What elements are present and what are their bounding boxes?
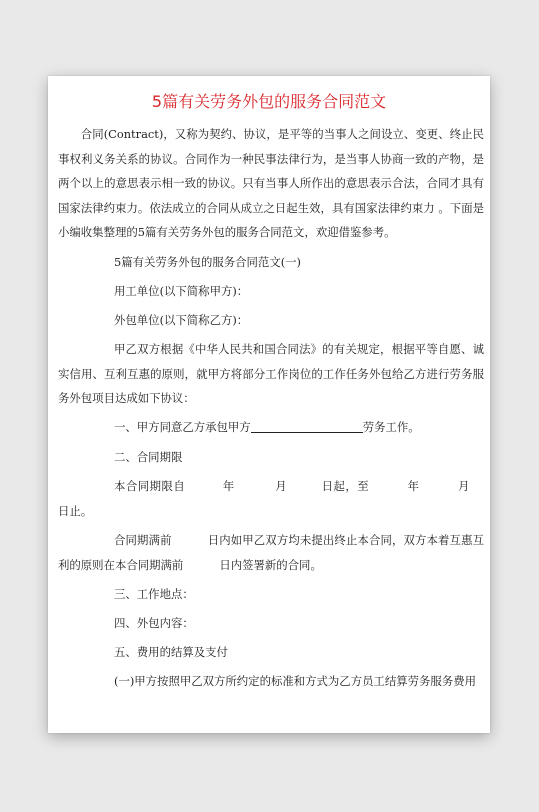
- clause-3-heading: 三、工作地点：: [114, 587, 194, 601]
- term-lead: 本合同期限自: [114, 479, 186, 493]
- term-paragraph: [58, 474, 484, 523]
- clause-4-heading: 四、外包内容：: [114, 616, 194, 630]
- clause-1-suffix: 劳务工作。: [362, 420, 420, 434]
- renewal-part-2: 日内如甲乙双方均未提出终止本合同，双方本着互惠互利的原则在本合同期满前: [58, 533, 484, 572]
- party-a-line: 用工单位(以下简称甲方)：: [114, 283, 249, 298]
- party-b-line: 外包单位(以下简称乙方)：: [114, 312, 249, 327]
- renewal-part-1: 合同期满前: [114, 533, 172, 547]
- term-day-from: 日起，至: [321, 479, 370, 493]
- term-year-1: 年: [222, 479, 235, 493]
- clause-1: [58, 415, 484, 440]
- term-day-end: 日止。: [58, 503, 93, 518]
- renewal-part-3: 日内签署新的合同。: [219, 557, 322, 572]
- clause-1-text: 一、甲方同意乙方承包甲方: [114, 420, 251, 434]
- clause-5-item-1: (一)甲方按照甲乙双方所约定的标准和方式为乙方员工结算劳务服务费用: [114, 674, 476, 688]
- document-page: [48, 76, 490, 733]
- preamble-paragraph: 甲乙双方根据《中华人民共和国合同法》的有关规定，根据平等自愿、诚实信用、互利互惠的原则，就甲方将部分工作岗位的工作任务外包给乙方进行劳务服务外包项目达成如下协议：: [58, 342, 484, 405]
- document-body: [58, 122, 484, 694]
- term-month-2: 月: [457, 479, 470, 493]
- term-month-1: 月: [274, 479, 288, 493]
- clause-2-heading: 二、合同期限: [114, 449, 183, 464]
- section-heading: 5篇有关劳务外包的服务合同范文(一): [114, 254, 301, 269]
- clause-5-heading: 五、费用的结算及支付: [114, 645, 228, 659]
- document-title: 5篇有关劳务外包的服务合同范文: [151, 92, 387, 111]
- renewal-paragraph: [58, 528, 484, 577]
- intro-paragraph: 合同(Contract)，又称为契约、协议，是平等的当事人之间设立、变更、终止民事权利义务关系的协议。合同作为一种民事法律行为，是当事人协商一致的产物，是两个以上的意思表示相一致的协议。只有当事人所作出的意思表示合法，合同才具有国家法律约束力。依法成立的合同从成立之日起生效，具有国家法律约束力 。下面是小编收集整理的5篇有关劳务外包的服务合同范文，欢迎借鉴参考。: [58, 127, 484, 239]
- term-year-2: 年: [407, 479, 420, 493]
- fill-in-blank: [251, 418, 363, 433]
